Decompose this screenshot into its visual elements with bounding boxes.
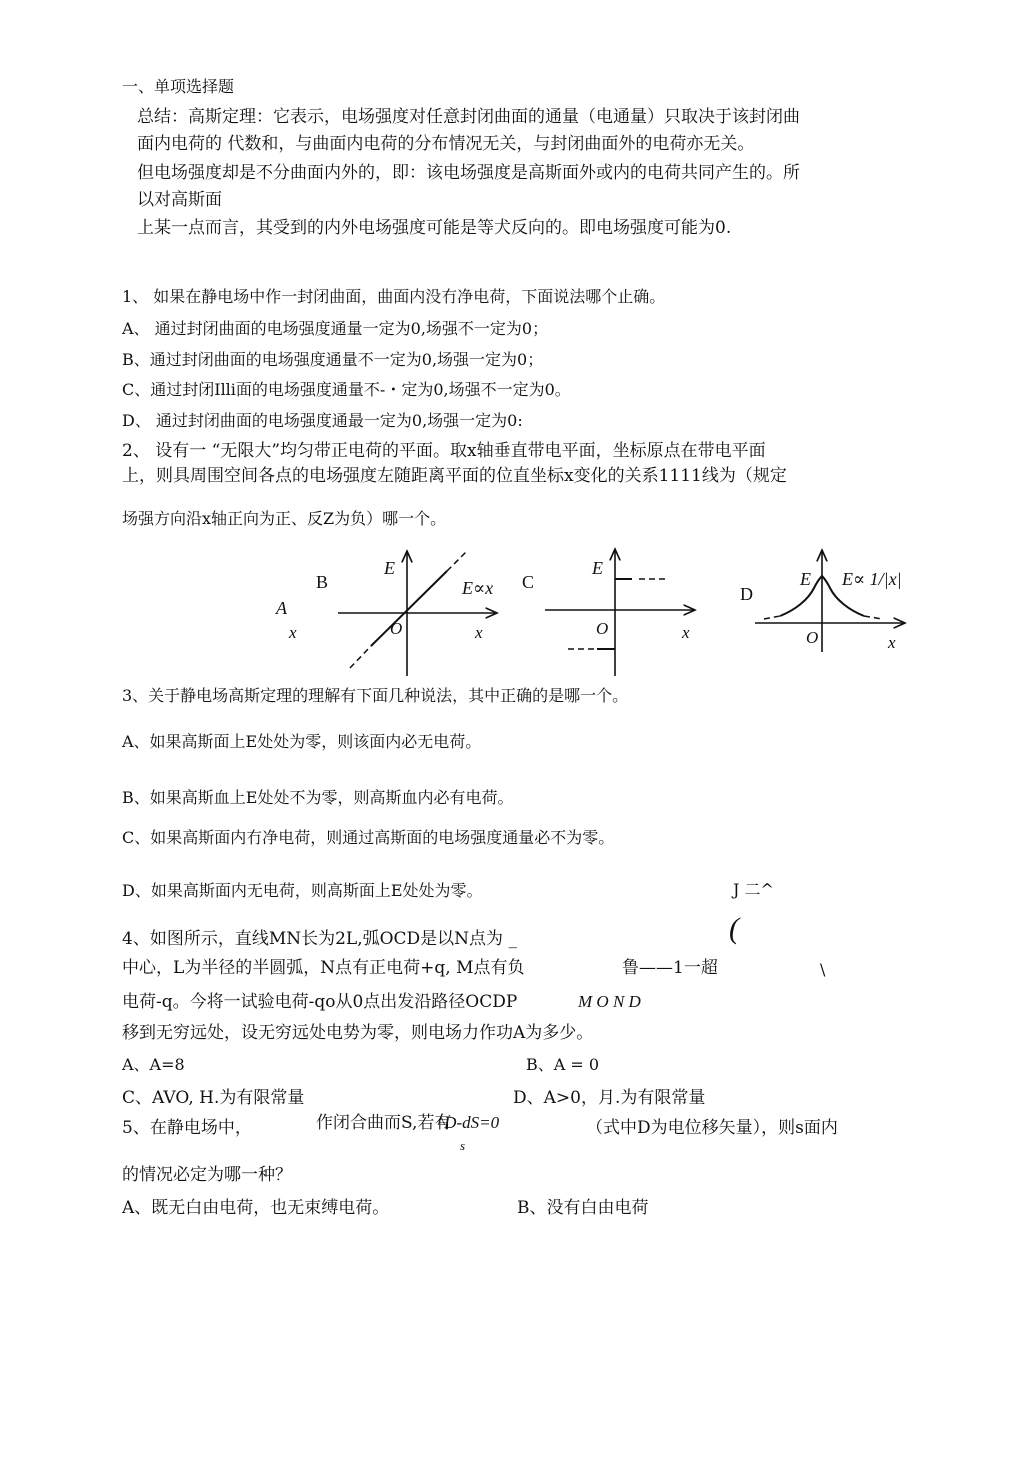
graph-d-label: D: [740, 584, 753, 604]
graph-c-origin: O: [596, 619, 609, 638]
q1-option-c: C、通过封闭Illi面的电场强度通量不-・定为0,场强不一定为0。: [122, 380, 571, 399]
graph-b-line: [371, 571, 447, 646]
q1-option-d: D、 通过封闭曲面的电场强度通最一定为0,场强一定为0:: [122, 411, 523, 430]
q5-option-a: A、既无白由电荷，也无束缚电荷。: [122, 1198, 390, 1218]
graph-d-formula: E∝ 1/|x|: [842, 569, 902, 589]
q2-line: 2、 设有一 “无限大”均匀带正电荷的平面。取x轴垂直带电平面，坐标原点在带电平面: [122, 441, 766, 461]
graph-d-right-dash: [864, 616, 882, 619]
summary-line: 以对高斯面: [137, 190, 222, 210]
summary-line: 上某一点而言，其受到的内外电场强度可能是等犬反向的。即电场强度可能为0.: [137, 218, 732, 238]
graph-b-label: B: [316, 572, 329, 592]
q5-option-b: B、没有白由电荷: [517, 1198, 649, 1218]
q4-figure-fragment: J 二^: [733, 880, 774, 899]
q1-option-b: B、通过封闭曲面的电场强度通量不一定为0,场强一定为0；: [122, 350, 544, 369]
graph-b-e-label: E: [384, 558, 395, 578]
q3-option-a: A、如果高斯面上E处处为零，则该面内必无电荷。: [122, 732, 482, 751]
q4-line: 电荷-q。今将一试验电荷-qo从0点出发沿路径OCDP: [122, 992, 518, 1012]
graph-b-line-dash-low: [350, 646, 371, 668]
graph-d-left-dash: [764, 616, 780, 619]
q3-stem: 3、关于静电场高斯定理的理解有下面几种说法，其中正确的是哪一个。: [122, 686, 629, 705]
graph-b-x-label: x: [475, 623, 483, 642]
graph-a-x-label: x: [289, 623, 297, 642]
q4-line: 中心，L为半径的半圆弧，N点有正电荷+q, M点有负: [122, 958, 525, 978]
graph-b-formula: E∝x: [462, 578, 494, 598]
section-title: 一、单项选择题: [122, 77, 235, 96]
q4-line: 4、如图所示，直线MN长为2L,弧OCD是以N点为 _: [122, 929, 517, 949]
graph-a-label: A: [276, 598, 287, 618]
summary-line: 总结：高斯定理：它表示，电场强度对任意封闭曲面的通量（电通量）只取决于该封闭曲: [137, 107, 800, 127]
q2-line: 上，则具周围空间各点的电场强度左随距离平面的位直坐标x变化的关系1111线为（规定: [122, 466, 787, 486]
q3-option-c: C、如果高斯面内冇净电荷，则通过高斯面的电场强度通量必不为零。: [122, 828, 615, 847]
summary-line: 但电场强度却是不分曲面内外的，即：该电场强度是高斯面外或内的电荷共同产生的。所: [137, 163, 800, 183]
graph-d-x-label: x: [888, 633, 896, 652]
q5-line-part: （式中D为电位移矢量），则s面内: [586, 1118, 838, 1138]
graph-d-e-label: E: [800, 569, 811, 589]
q4-line: 移到无穷远处，设无穷远处电势为零，则电场力作功A为多少。: [122, 1023, 594, 1043]
graph-c-e-label: E: [592, 558, 603, 578]
q4-figure-arc: (: [729, 912, 739, 945]
graph-c-label: C: [522, 572, 535, 592]
q5-line-part: 作闭合曲而S,若有: [316, 1113, 452, 1133]
q1-option-a: A、 通过封闭曲面的电场强度通量一定为0,场强不一定为0；: [122, 319, 549, 338]
q4-figure-line: 鲁——1一超: [622, 958, 718, 978]
graph-c-x-label: x: [682, 623, 690, 642]
q4-option-d: D、A>0，月.为有限常量: [513, 1088, 706, 1108]
graph-b-line-dash-high: [447, 552, 466, 571]
q5-formula-subscript: s: [460, 1138, 466, 1153]
q5-line: 5、在静电场中，: [122, 1118, 252, 1138]
q4-figure-points: M O N D: [578, 992, 641, 1011]
q5-line: 的情况必定为哪一种？: [122, 1165, 292, 1185]
q5-formula: ^D-dS=0: [437, 1113, 500, 1132]
graph-d-origin: O: [806, 628, 819, 647]
q1-stem: 1、 如果在静电场中作一封闭曲面，曲面内没冇净电荷，下面说法哪个止确。: [122, 287, 666, 306]
q3-option-b: B、如果高斯血上E处处不为零，则高斯血内必有电荷。: [122, 788, 514, 807]
q4-option-b: B、A = 0: [526, 1055, 600, 1074]
q4-option-a: A、A=8: [122, 1055, 185, 1074]
q4-option-c: C、AVO, H.为有限常量: [122, 1088, 305, 1108]
q3-option-d: D、如果高斯面内无电荷，则高斯面上E处处为零。: [122, 881, 483, 900]
q2-line: 场强方向沿x轴正向为正、反Z为负）哪一个。: [122, 509, 447, 528]
q4-figure-slash: \: [820, 960, 826, 979]
summary-line: 面内电荷的 代数和，与曲面内电荷的分布情况无关，与封闭曲面外的电荷亦无关。: [137, 134, 755, 154]
graph-b-origin: O: [390, 619, 403, 638]
